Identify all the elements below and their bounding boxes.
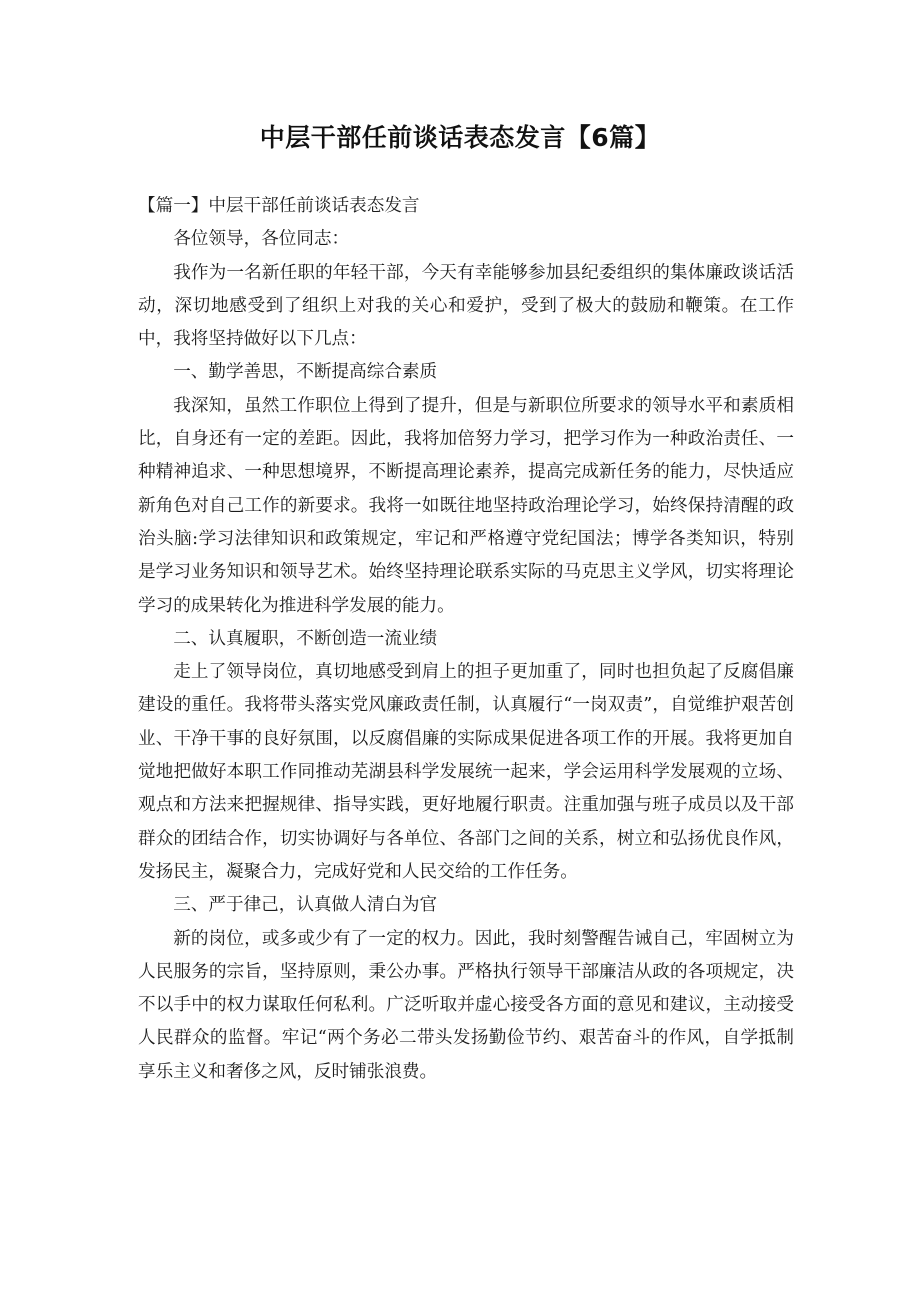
document-title: 中层干部任前谈话表态发言【6篇】 [259, 123, 661, 152]
document-body [138, 190, 794, 1089]
section-heading: 【篇一】中层干部任前谈话表态发言 [138, 196, 420, 216]
paragraph: 走上了领导岗位，真切地感受到肩上的担子更加重了，同时也担负起了反腐倡廉建设的重任。我将带头落实党风廉政责任制，认真履行“一岗双责”，自觉维护艰苦创业、干净干事的良好氛围，以反腐倡廉的实际成果促进各项工作的开展。我将更加自觉地把做好本职工作同推动芜湖县科学发展统一起来，学会运用科学发展观的立场、观点和方法来把握规律、指导实践，更好地履行职责。注重加强与班子成员以及干部群众的团结合作，切实协调好与各单位、各部门之间的关系，树立和弘扬优良作风，发扬民主，凝聚合力，完成好党和人民交给的工作任务。 [138, 662, 794, 882]
salutation: 各位领导，各位同志： [173, 229, 350, 250]
paragraph: 新的岗位，或多或少有了一定的权力。因此，我时刻警醒告诫自己，牢固树立为人民服务的宗旨，坚持原则，秉公办事。严格执行领导干部廉洁从政的各项规定，决不以手中的权力谋取任何私利。广泛听取并虚心接受各方面的意见和建议，主动接受人民群众的监督。牢记“两个务必二带头发扬勤俭节约、艰苦奋斗的作风，自学抵制享乐主义和奢侈之风，反时铺张浪费。 [138, 928, 794, 1082]
subheading-3: 三、严于律己，认真做人清白为官 [173, 895, 438, 916]
paragraph: 我深知，虽然工作职位上得到了提升，但是与新职位所要求的领导水平和素质相比，自身还有一定的差距。因此，我将加倍努力学习，把学习作为一种政治责任、一种精神追求、一种思想境界，不断提高理论素养，提高完成新任务的能力，尽快适应新角色对自己工作的新要求。我将一如既往地坚持政治理论学习，始终保持清醒的政治头脑:学习法律知识和政策规定，牢记和严格遵守党纪国法；博学各类知识，特别是学习业务知识和领导艺术。始终坚持理论联系实际的马克思主义学风，切实将理论学习的成果转化为推进科学发展的能力。 [138, 395, 794, 616]
subheading-2: 二、认真履职，不断创造一流业绩 [173, 628, 438, 649]
subheading-1: 一、勤学善思，不断提高综合素质 [173, 362, 438, 383]
paragraph: 我作为一名新任职的年轻干部，今天有幸能够参加县纪委组织的集体廉政谈话活动，深切地感受到了组织上对我的关心和爱护，受到了极大的鼓励和鞭策。在工作中，我将坚持做好以下几点： [138, 262, 794, 350]
